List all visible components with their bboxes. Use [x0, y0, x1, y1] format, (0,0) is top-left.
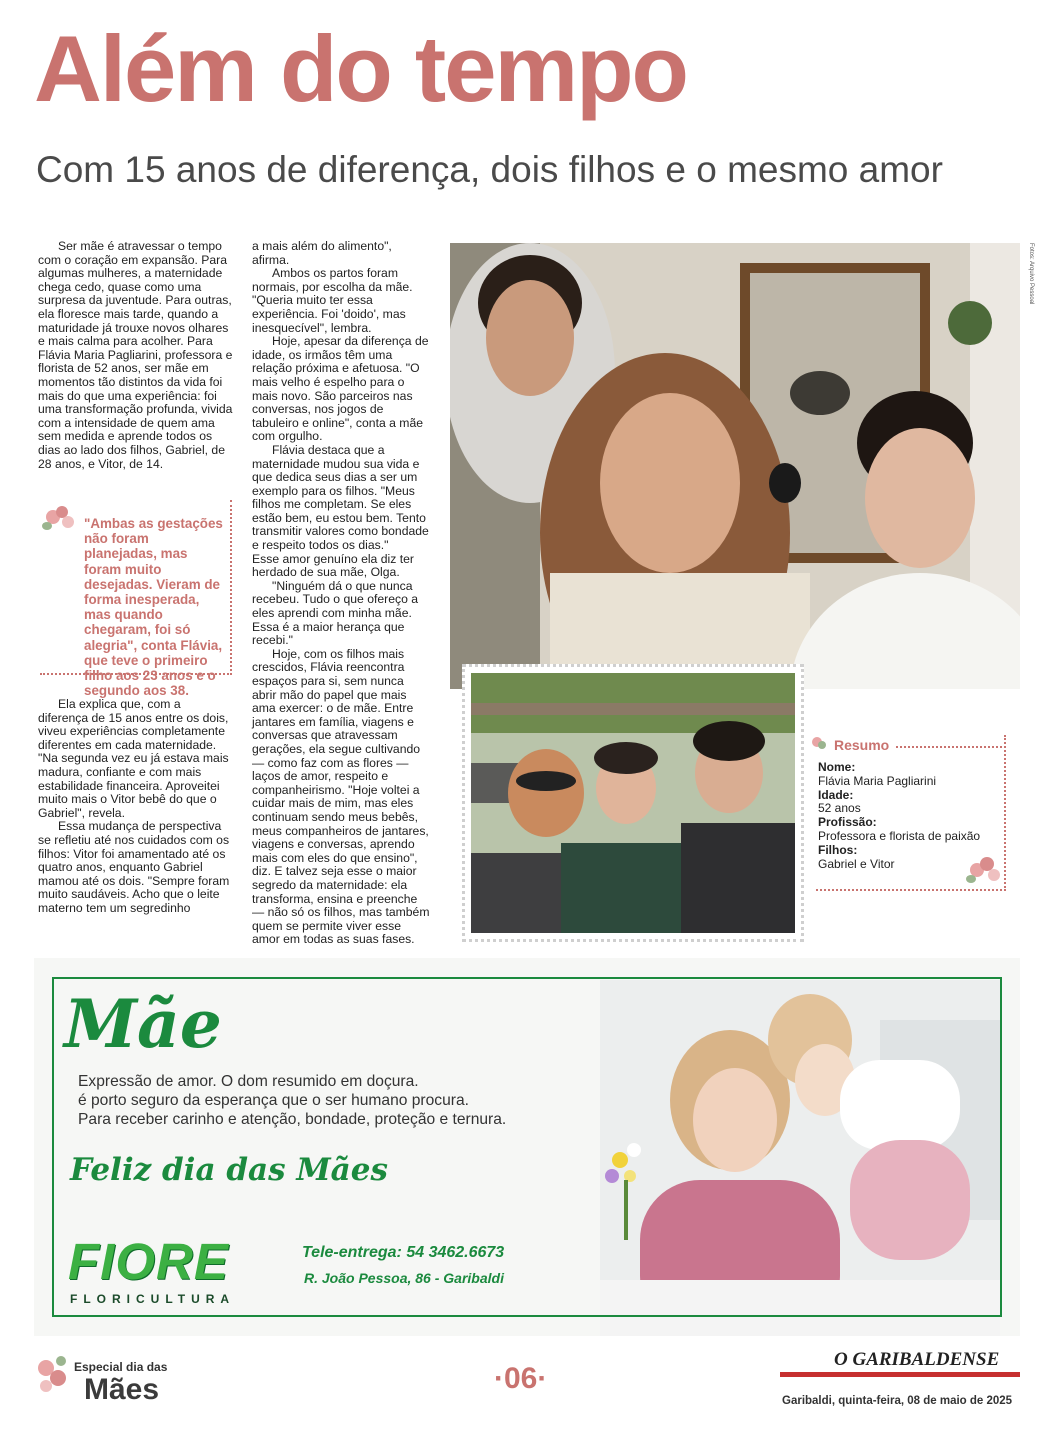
summary-value-children: Gabriel e Vitor: [818, 856, 895, 871]
ad-poem-line: Expressão de amor. O dom resumido em doçura.: [78, 1073, 419, 1090]
summary-box: [816, 735, 1006, 891]
family-photo-secondary-illustration: [471, 673, 795, 933]
family-photo-illustration: [450, 243, 1020, 689]
paragraph: Hoje, apesar da diferença de idade, os irmãos têm uma relação próxima e afetuosa. "O mais velho é espelho para o mais novo. São parceiros nas conversas, nos jogos de tabuleiro e online", conta a mãe com orgulho.: [252, 334, 429, 444]
article-column-2: [252, 240, 430, 947]
footer-date: Garibaldi, quinta-feira, 08 de maio de 2025: [782, 1395, 1013, 1407]
summary-label-name: Nome:: [818, 760, 856, 774]
ad-poem-line: Para receber carinho e atenção, bondade, proteção e ternura.: [78, 1111, 507, 1128]
ad-brand-subtitle: FLORICULTURA: [70, 1292, 236, 1306]
summary-value-profession: Professora e florista de paixão: [818, 828, 981, 843]
summary-label-children: Filhos:: [818, 842, 858, 857]
footer-rule: [780, 1372, 1020, 1377]
paragraph: Ser mãe é atravessar o tempo com o coração em expansão. Para algumas mulheres, a maternidade chega cedo, quase como uma surpresa da juventude. Para outras, ela floresce mais tarde, quando a maturidade já trouxe novos olhares e mais calma para acolher. Para Flávia Maria Pagliarini, professora e florista de 52 anos, ser mãe em momentos tão distintos da vida foi mais do que uma experiência: foi uma transformação profunda, vivida com a intensidade de quem ama sem medida e aprende todos os dias ao lado dos filhos, Gabriel, de 28 anos, e Vitor, de 14.: [38, 239, 233, 471]
newspaper-name: O GARIBALDENSE: [834, 1349, 1000, 1370]
paragraph: Ela explica que, com a diferença de 15 anos entre os dois, viveu experiências completamente diferentes em cada maternidade. "Na segunda vez eu já estava mais madura, confiante e com mais estabilidade financeira. Aproveitei muito mais o Vitor bebê do que o Gabriel", revela.: [38, 697, 229, 820]
paragraph: Essa mudança de perspectiva se refletiu até nos cuidados com os filhos: Vitor foi amamentado até os quatro anos, enquanto Gabriel mamou até os dois. "Sempre foram muito saudáveis. Acho que o leite materno tem um segredinho: [38, 819, 230, 915]
summary-title: Resumo: [834, 737, 890, 753]
pull-quote-box: [40, 500, 232, 699]
ad-title: Mãe: [64, 985, 222, 1063]
ad-brand-logo: FIORE: [68, 1233, 229, 1290]
paragraph: Esse amor genuíno ela diz ter herdado de sua mãe, Olga.: [252, 551, 414, 580]
headline: Além do tempo: [34, 16, 687, 121]
paragraph: a mais além do alimento", afirma.: [252, 239, 392, 267]
flower-ornament-icon: [40, 504, 80, 534]
footer-section-label: Especial dia das: [74, 1360, 168, 1374]
flower-ornament-icon: [34, 1352, 74, 1402]
summary-value-name: Flávia Maria Pagliarini: [818, 773, 937, 788]
ad-poem: [78, 1072, 598, 1129]
summary-body: [818, 761, 980, 871]
summary-divider: [896, 746, 1006, 748]
family-photo-main: [450, 243, 1020, 689]
family-photo-secondary: [471, 673, 795, 933]
paragraph: Flávia destaca que a maternidade mudou sua vida e que dedica seus dias a ser um exemplo para os filhos. "Meus filhos me completam. Se eles estão bem, eu estou bem. Tento transmitir valores como bondade e respeito todos os dias.": [252, 442, 429, 553]
ad-phone: Tele-entrega: 54 3462.6673: [302, 1244, 505, 1261]
paragraph: "Ninguém dá o que nunca recebeu. Tudo o que ofereço a eles aprendi com minha mãe. Essa é a maior herança que recebi.": [252, 578, 419, 648]
summary-label-age: Idade:: [818, 787, 854, 802]
pull-quote-text: "Ambas as gestações não foram planejadas, mas foram muito desejadas. Vieram de forma inesperada, mas quando chegaram, foi só alegria", conta Flávia, que teve o primeiro filho aos 23 anos e o segundo aos 38.: [84, 516, 223, 699]
page-number: ·06·: [494, 1362, 548, 1395]
ad-address: R. João Pessoa, 86 - Garibaldi: [304, 1270, 504, 1286]
summary-value-age: 52 anos: [818, 801, 861, 816]
article-column-1-top: [38, 240, 234, 471]
flower-ornament-icon: [810, 733, 830, 753]
summary-label-profession: Profissão:: [818, 815, 877, 830]
family-photo-secondary-frame: [462, 664, 804, 942]
subheadline: Com 15 anos de diferença, dois filhos e o mesmo amor: [36, 149, 943, 190]
footer-section-title: Mães: [84, 1373, 160, 1406]
paragraph: Ambos os partos foram normais, por escolha da mãe. "Queria muito ter essa experiência. Foi 'doido', mas inesquecível", lembra.: [252, 266, 413, 335]
ad-poem-line: é porto seguro da esperança que o ser humano procura.: [78, 1092, 469, 1109]
ad-greeting: Feliz dia das Mães: [70, 1152, 388, 1188]
article-column-1-bottom: [38, 698, 234, 916]
flower-ornament-icon: [966, 855, 1006, 885]
paragraph: Hoje, com os filhos mais crescidos, Flávia reencontra espaços para si, sem nunca abrir mão do papel que mais ama exercer: o de mãe. Entre jantares em família, viagens e conversas que atravessam gerações, ela segue cultivando — como faz com as flores — laços de amor, respeito e companheirismo. "Hoje voltei a cuidar mais de mim, mas eles continuam sendo meus bebês, meus companheiros de jantares, viagens e conversas, aprendo mais com eles do que ensino", diz. E talvez seja esse o maior segredo da maternidade: ela transforma, ensina e preenche — não só os filhos, mas também quem se permite viver esse amor em todas as suas fases.: [252, 646, 430, 947]
photo-credit: Fotos: Arquivo Pessoal: [1028, 243, 1034, 305]
